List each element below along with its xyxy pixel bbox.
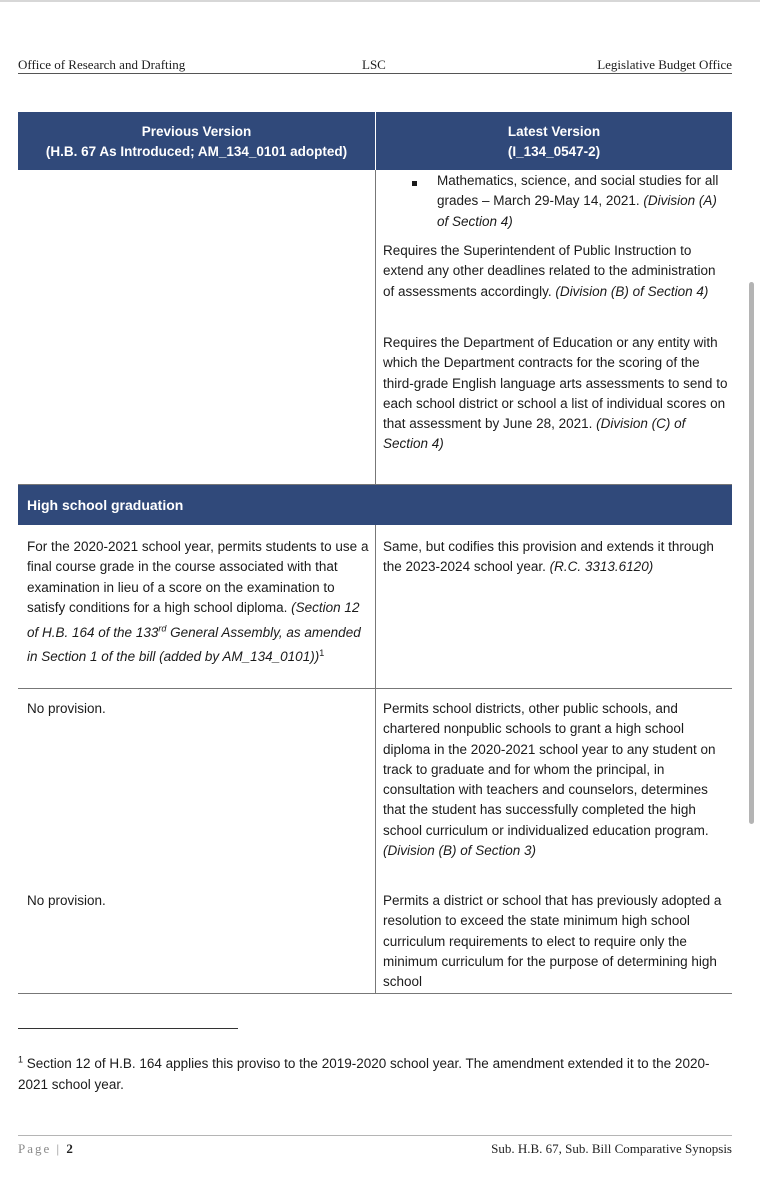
previous-version-title: Previous Version <box>141 124 252 139</box>
column-divider <box>375 525 376 688</box>
header-center: LSC <box>362 57 386 72</box>
previous-version-subtitle: (H.B. 67 As Introduced; AM_134_0101 adopted) <box>45 144 348 159</box>
citation-part: General Assembly, as amended in Section 1 of the bill (added by AM_134_0101)) <box>27 624 361 665</box>
latest-version-cell: Permits a district or school that has previously adopted a resolution to exceed the state minimum high school curriculum requirements to elect to require only the minimum curriculum for the purpose of determining high school <box>383 893 722 990</box>
footnote <box>18 1054 734 1095</box>
page-label: Page | <box>18 1141 62 1156</box>
paragraph-citation: (Division (B) of Section 4) <box>555 283 709 299</box>
bullet-item <box>437 171 731 232</box>
header-right: Legislative Budget Office <box>597 57 732 72</box>
paragraph-text: Requires the Department of Education or any entity with which the Department contracts for the scoring of the third-grade English language arts assessments to send to each school district or school a list of individual scores on that assessment by June 28, 2021. <box>383 335 728 432</box>
latest-version-cell <box>383 537 729 578</box>
paragraph-text: Requires the Superintendent of Public Instruction to extend any other deadlines related to the administration of assessments accordingly. <box>383 243 716 299</box>
top-border <box>0 0 760 2</box>
footnote-ref[interactable]: 1 <box>319 647 325 658</box>
scrollbar[interactable] <box>749 282 754 824</box>
page-footer <box>18 1135 732 1160</box>
latest-version-cell <box>383 699 729 861</box>
bullet-citation: (Division (A) of Section 4) <box>437 193 717 229</box>
cell-text: Same, but codifies this provision and extends it through the 2023-2024 school year. <box>383 539 714 575</box>
footnote-separator <box>18 1028 238 1029</box>
page-header <box>18 57 732 74</box>
citation-part: (Section 12 of H.B. 164 of the 133 <box>27 599 360 640</box>
page-number <box>18 1141 73 1157</box>
bullet-icon <box>412 181 417 186</box>
previous-version-cell: No provision. <box>27 893 106 908</box>
table-header <box>18 112 732 170</box>
page-number-value: 2 <box>66 1141 73 1156</box>
cell-citation: (Division (B) of Section 3) <box>383 843 537 859</box>
previous-version-cell: No provision. <box>27 701 106 716</box>
bullet-text: Mathematics, science, and social studies for all grades – March 29-May 14, 2021. <box>437 173 719 209</box>
cell-text: For the 2020-2021 school year, permits students to use a final course grade in the course associated with that examination in lieu of a score on the examination to satisfy conditions for a high school diploma. <box>27 539 369 615</box>
paragraph-citation: (Division (C) of Section 4) <box>383 416 686 452</box>
header-left: Office of Research and Drafting <box>18 57 186 72</box>
latest-version-heading <box>376 122 732 162</box>
previous-version-heading <box>18 122 375 162</box>
table-row <box>18 525 732 689</box>
footer-title: Sub. H.B. 67, Sub. Bill Comparative Synopsis <box>491 1141 732 1156</box>
column-divider <box>375 170 376 484</box>
table-row <box>18 170 732 485</box>
assessment-deadlines-paragraph <box>383 241 729 302</box>
latest-version-subtitle: (I_134_0547-2) <box>507 144 601 159</box>
comparison-table <box>18 112 732 994</box>
previous-version-cell <box>27 537 369 668</box>
cell-citation: (R.C. 3313.6120) <box>549 559 654 575</box>
ordinal-suffix: rd <box>158 623 167 634</box>
latest-version-title: Latest Version <box>507 124 601 139</box>
footnote-text: Section 12 of H.B. 164 applies this proviso to the 2019-2020 school year. The amendment extended it to the 2020-2021 school year. <box>18 1056 710 1092</box>
table-row <box>18 891 732 994</box>
cell-text: Permits school districts, other public schools, and chartered nonpublic schools to grant a high school diploma in the 2020-2021 school year to any student on track to graduate and for whom the principal, in consultation with teachers and counselors, determines that the student has successfully completed the high school curriculum or individualized education program. <box>383 701 716 838</box>
column-divider <box>375 689 376 891</box>
third-grade-scores-paragraph <box>383 333 729 455</box>
footnote-number: 1 <box>18 1054 24 1065</box>
column-divider <box>375 891 376 993</box>
section-heading: High school graduation <box>18 485 732 525</box>
table-row <box>18 689 732 891</box>
